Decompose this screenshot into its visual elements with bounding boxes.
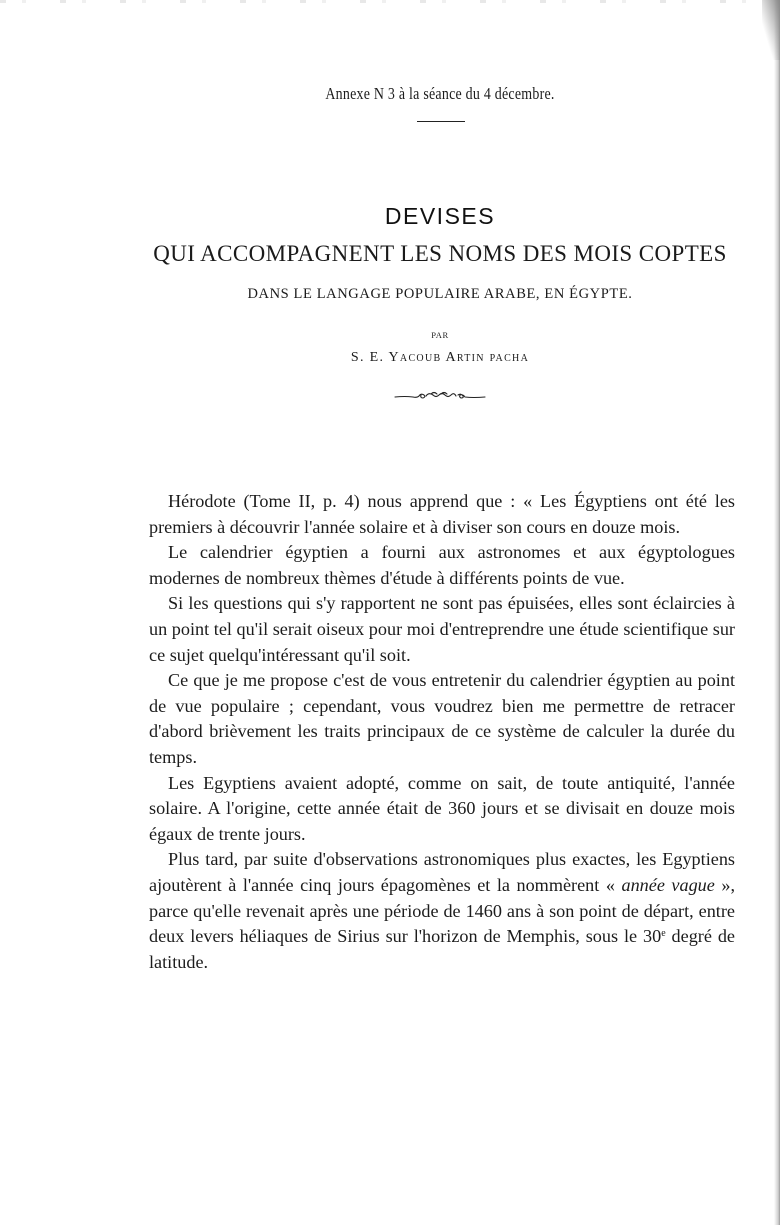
document-title: DEVISES (384, 203, 496, 229)
paragraph: Hérodote (Tome II, p. 4) nous apprend que : « Les Égyptiens ont été les premiers à découvrir l'année solaire et à diviser son cours en douze mois. (149, 491, 735, 537)
author-name: S. E. Yacoub Artin pacha (350, 350, 530, 365)
ordinal-superscript: e (661, 928, 666, 940)
paragraph: Si les questions qui s'y rapportent ne sont pas épuisées, elles sont éclaircies à un point tel qu'il serait oiseux pour moi d'entreprendre une étude scientifique sur ce sujet quelqu'intéressant qu'il soit. (149, 593, 735, 665)
ornament-flourish-icon (393, 388, 487, 402)
paragraph: Le calendrier égyptien a fourni aux astronomes et aux égyptologues modernes de nombreux thèmes d'étude à différents points de vue. (149, 542, 735, 588)
document-subtitle: QUI ACCOMPAGNENT LES NOMS DES MOIS COPTES (153, 241, 727, 266)
paragraph-text: Plus tard, par suite d'observations astronomiques plus exactes, les Egyptiens ajoutèrent à l'année cinq jours épagomènes et la nommèrent « (149, 849, 735, 895)
paragraph-text: », parce qu'elle revenait après une période de 1460 ans à son point de départ, entre deux levers héliaques de Sirius sur l'horizon de Memphis, sous le 30 (149, 874, 736, 947)
scan-page-corner-shadow (762, 0, 780, 60)
annexe-header: Annexe N 3 à la séance du 4 décembre. (325, 84, 555, 103)
header-rule (417, 121, 465, 122)
paragraph-text: degré de latitude. (149, 926, 735, 972)
scan-top-noise (0, 0, 780, 3)
scan-page-edge (774, 0, 780, 1225)
document-subtitle-secondary: DANS LE LANGAGE POPULAIRE ARABE, EN ÉGYPTE. (247, 286, 633, 302)
byline-label: PAR (431, 330, 449, 340)
paragraph: Les Egyptiens avaient adopté, comme on sait, de toute antiquité, l'année solaire. A l'origine, cette année était de 360 jours et se divisait en douze mois égaux de trente jours. (149, 772, 735, 844)
paragraph: Ce que je me propose c'est de vous entretenir du calendrier égyptien au point de vue populaire ; cependant, vous voudrez bien me permettre de retracer d'abord brièvement les traits principaux de ce système de calculer la durée du temps. (149, 670, 735, 767)
body-text (149, 489, 735, 975)
paragraph (149, 847, 735, 975)
italic-term: année vague (621, 874, 715, 895)
